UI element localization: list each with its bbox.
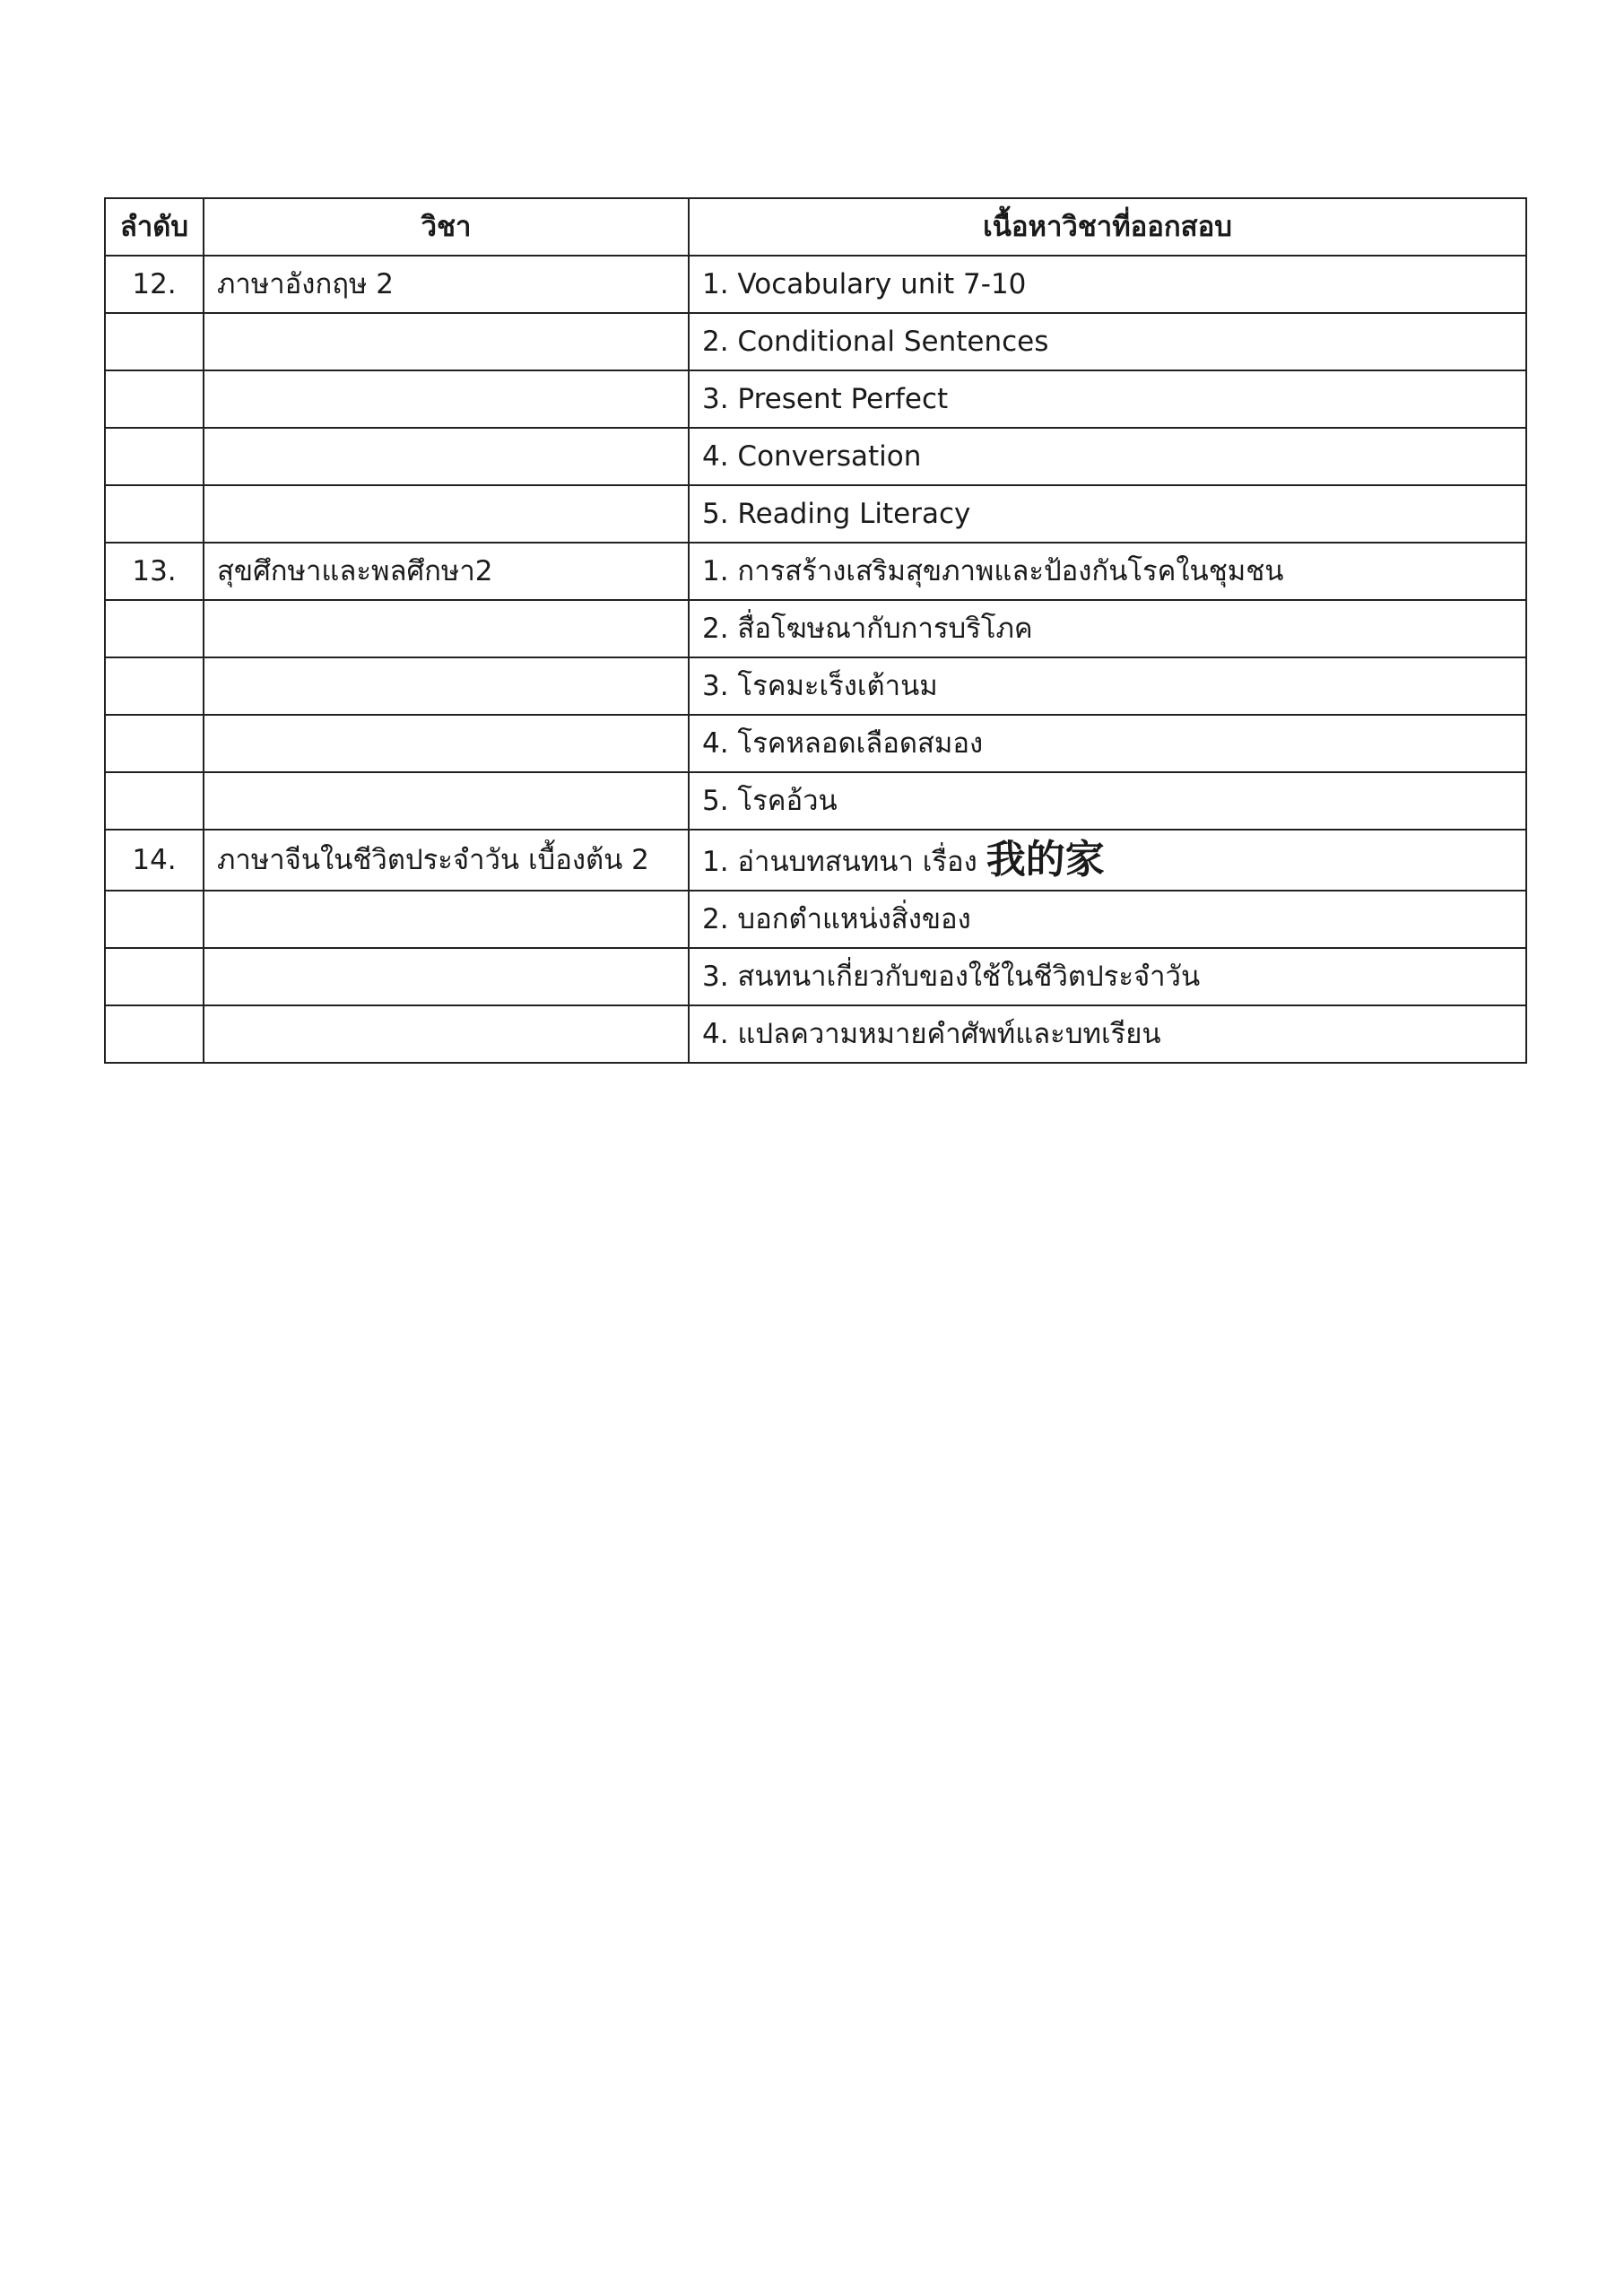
table-row (105, 830, 1526, 891)
row-content: 4. โรคหลอดเลือดสมอง (689, 715, 1526, 772)
row-content: 4. แปลความหมายคำศัพท์และบทเรียน (689, 1005, 1526, 1063)
row-order (105, 1005, 204, 1063)
table-row (105, 370, 1526, 428)
row-subject (204, 948, 689, 1005)
table-row (105, 313, 1526, 370)
row-subject (204, 772, 689, 830)
row-content: 2. สื่อโฆษณากับการบริโภค (689, 600, 1526, 657)
row-subject (204, 313, 689, 370)
row-content: 3. สนทนาเกี่ยวกับของใช้ในชีวิตประจำวัน (689, 948, 1526, 1005)
header-order: ลำดับ (105, 198, 204, 256)
row-content: 4. Conversation (689, 428, 1526, 485)
row-subject (204, 715, 689, 772)
row-subject (204, 600, 689, 657)
row-content: 3. Present Perfect (689, 370, 1526, 428)
row-order (105, 948, 204, 1005)
table-row (105, 1005, 1526, 1063)
header-subject: วิชา (204, 198, 689, 256)
row-order (105, 313, 204, 370)
row-order (105, 715, 204, 772)
table-row (105, 657, 1526, 715)
row-order (105, 772, 204, 830)
table-row (105, 543, 1526, 600)
table-row (105, 485, 1526, 543)
row-content: 2. Conditional Sentences (689, 313, 1526, 370)
table-row (105, 891, 1526, 948)
row-subject (204, 428, 689, 485)
row-order (105, 370, 204, 428)
row-content: 1. Vocabulary unit 7-10 (689, 256, 1526, 313)
row-order: 12. (105, 256, 204, 313)
row-content: 1. การสร้างเสริมสุขภาพและป้องกันโรคในชุมชน (689, 543, 1526, 600)
table-row (105, 256, 1526, 313)
table-row (105, 600, 1526, 657)
table-row (105, 428, 1526, 485)
row-subject (204, 891, 689, 948)
chinese-title-text: 我的家 (986, 837, 1105, 883)
table-row (105, 948, 1526, 1005)
row-subject (204, 370, 689, 428)
row-subject: สุขศึกษาและพลศึกษา2 (204, 543, 689, 600)
row-order (105, 600, 204, 657)
row-subject (204, 657, 689, 715)
table-row (105, 715, 1526, 772)
table-row (105, 772, 1526, 830)
row-order (105, 891, 204, 948)
row-content: 3. โรคมะเร็งเต้านม (689, 657, 1526, 715)
table-header-row (105, 198, 1526, 256)
row-order (105, 428, 204, 485)
row-content-text: 1. อ่านบทสนทนา เรื่อง (702, 846, 977, 878)
row-order (105, 657, 204, 715)
row-content: 5. Reading Literacy (689, 485, 1526, 543)
row-order: 13. (105, 543, 204, 600)
row-subject: ภาษาอังกฤษ 2 (204, 256, 689, 313)
row-order (105, 485, 204, 543)
row-content (689, 830, 1526, 891)
row-order: 14. (105, 830, 204, 891)
row-subject (204, 485, 689, 543)
header-content: เนื้อหาวิชาที่ออกสอบ (689, 198, 1526, 256)
row-subject (204, 1005, 689, 1063)
row-content: 5. โรคอ้วน (689, 772, 1526, 830)
exam-content-table (104, 197, 1527, 1064)
row-content: 2. บอกตำแหน่งสิ่งของ (689, 891, 1526, 948)
row-subject: ภาษาจีนในชีวิตประจำวัน เบื้องต้น 2 (204, 830, 689, 891)
